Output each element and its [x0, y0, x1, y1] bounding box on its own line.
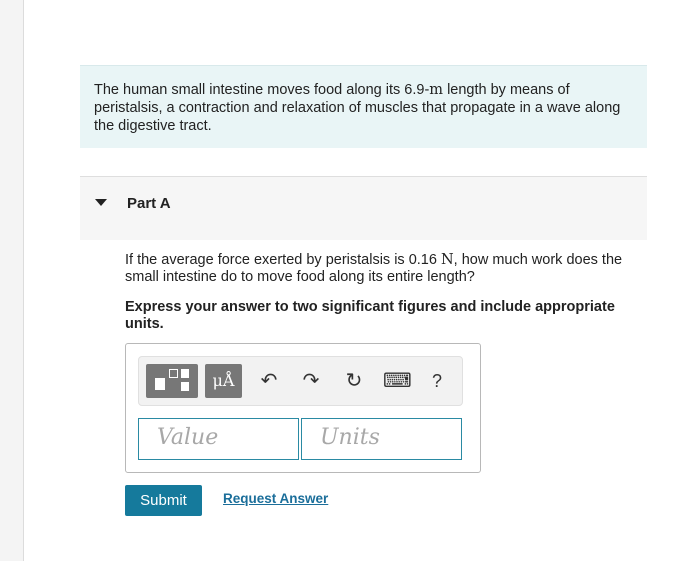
caret-down-icon[interactable] [95, 199, 107, 206]
question-text-start: If the average force exerted by peristalsis is 0.16 [125, 252, 441, 268]
units-input[interactable]: Units [301, 418, 462, 460]
answer-instruction: Express your answer to two significant figures and include appropriate units. [125, 299, 615, 332]
help-icon[interactable]: ? [431, 371, 442, 391]
intro-unit: m [429, 82, 444, 98]
templates-icon-part [181, 382, 189, 391]
problem-intro [80, 65, 647, 148]
request-answer-link[interactable]: Request Answer [223, 491, 329, 506]
redo-icon[interactable]: ↷ [302, 370, 320, 392]
keyboard-icon[interactable]: ⌨ [383, 370, 412, 392]
symbols-button[interactable]: μÅ [205, 364, 242, 398]
intro-text-end: length by means of peristalsis, a contraction and relaxation of muscles that propagate in a wave along the digestive tract. [94, 82, 621, 134]
templates-button[interactable] [146, 364, 198, 398]
templates-icon-part [181, 369, 189, 378]
intro-text-start: The human small intestine moves food along its 6.9- [94, 82, 430, 98]
part-title: Part A [127, 195, 171, 212]
reset-icon[interactable]: ↻ [345, 370, 363, 392]
part-a-header[interactable] [80, 176, 647, 240]
left-sidebar-rail [0, 0, 24, 561]
undo-icon[interactable]: ↶ [260, 370, 278, 392]
question-text [125, 252, 625, 286]
answer-box [125, 343, 481, 473]
math-toolbar [138, 356, 463, 406]
templates-icon [155, 378, 165, 390]
question-text-end: , how much work does the small intestine do to move food along its entire length? [125, 252, 623, 285]
value-input[interactable]: Value [138, 418, 299, 460]
question-unit: N [440, 252, 454, 268]
submit-button[interactable]: Submit [125, 485, 202, 516]
templates-icon-part [169, 369, 178, 378]
